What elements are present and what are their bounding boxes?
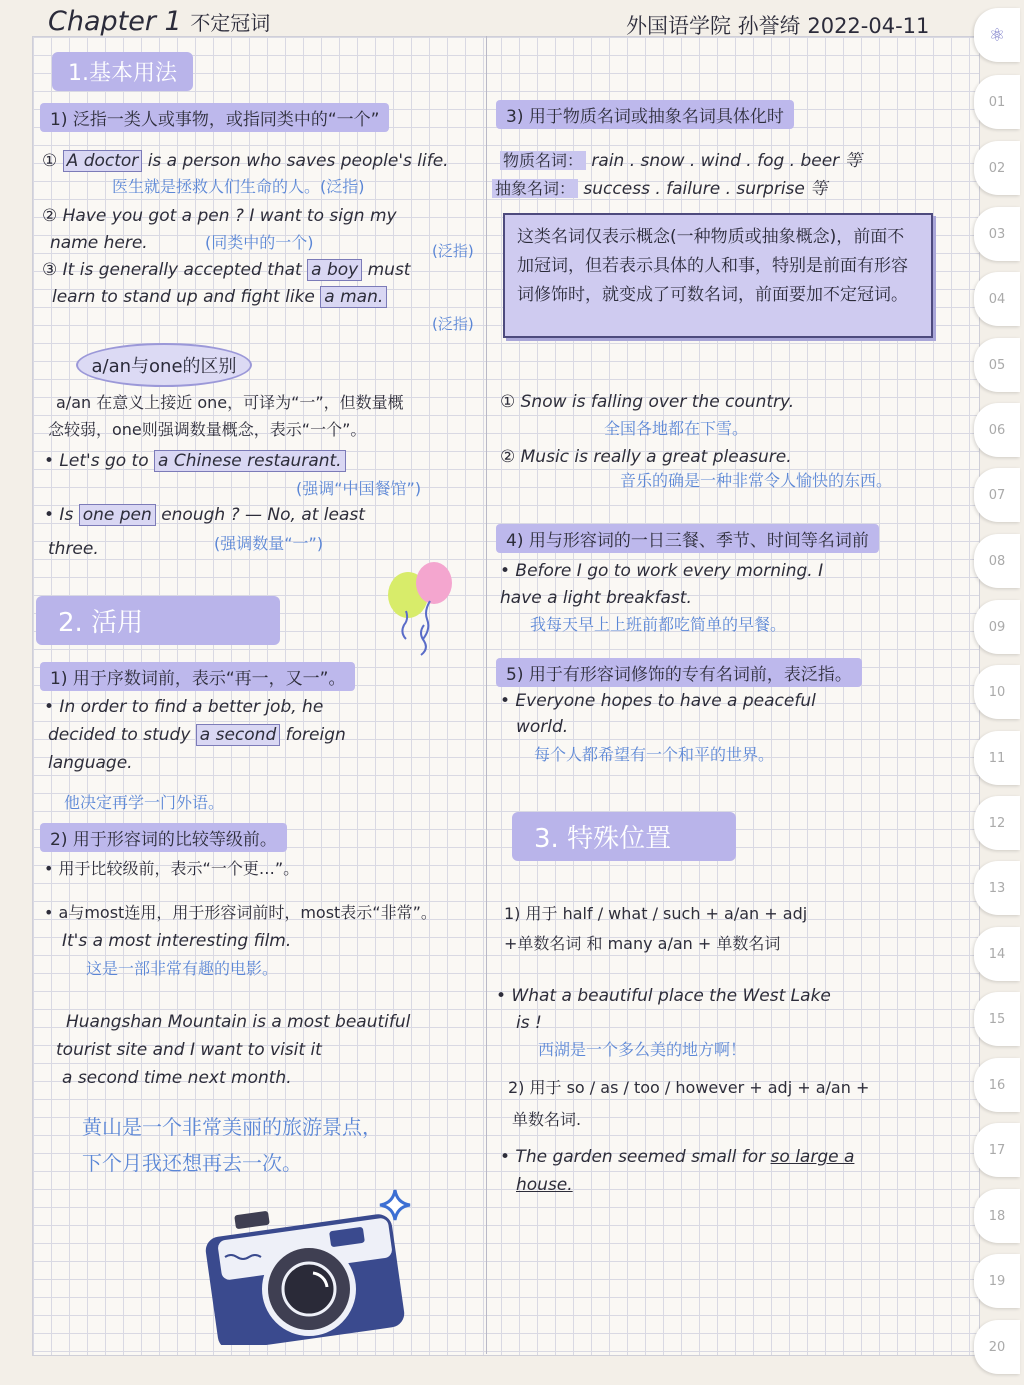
tab-19[interactable]: 19: [974, 1254, 1020, 1308]
bullet-example-2: [44, 504, 365, 526]
atom-icon[interactable]: ⚛: [974, 8, 1020, 62]
right-example-5-translation: 西湖是一个多么美的地方啊！: [538, 1040, 747, 1059]
rule-1-line-2: +单数名词 和 many a/an + 单数名词: [504, 934, 781, 953]
tab-05[interactable]: 05: [974, 338, 1020, 392]
chapter-subtitle: 不定冠词: [190, 11, 271, 35]
concept-note-box: 这类名词仅表示概念(一种物质或抽象概念)，前面不加冠词，但若表示具体的人和事，特别是前面有形容词修饰时，就变成了可数名词，前面要加不定冠词。: [503, 213, 933, 338]
tab-02[interactable]: 02: [974, 141, 1020, 195]
example-text: foreign: [285, 725, 346, 745]
underlined-phrase: so large a: [770, 1147, 855, 1167]
huangshan-line-2: tourist site and I want to visit it: [56, 1040, 322, 1060]
comparison-ellipse: [76, 343, 252, 387]
usage-2-2-example: It's a most interesting film.: [62, 931, 292, 951]
sparkle-icon: [378, 1188, 412, 1222]
right-example-2-translation: 音乐的确是一种非常令人愉快的东西。: [620, 471, 893, 490]
example-text: ③ It is generally accepted that: [42, 260, 302, 280]
tab-07[interactable]: 07: [974, 468, 1020, 522]
example-3-line-2: [52, 286, 387, 308]
example-text: must: [367, 260, 411, 280]
comparison-text-1: a/an 在意义上接近 one，可译为“一”，但数量概: [56, 393, 404, 412]
tab-12[interactable]: 12: [974, 796, 1020, 850]
usage-2-1-example-line-2: [48, 724, 346, 746]
example-text: enough ? — No, at least: [161, 505, 365, 525]
usage-2-2-bullet-1: • 用于比较级前，表示“一个更…”。: [44, 859, 300, 878]
tab-20[interactable]: 20: [974, 1320, 1020, 1374]
right-example-2: ② Music is really a great pleasure.: [500, 447, 792, 467]
tab-14[interactable]: 14: [974, 927, 1020, 981]
usage-4-heading: 4) 用与形容词的一日三餐、季节、时间等名词前: [496, 524, 879, 553]
usage-2-1-translation: 他决定再学一门外语。: [64, 793, 225, 812]
abstract-nouns-row: [492, 178, 827, 200]
example-text: • Is: [44, 505, 74, 525]
huangshan-line-1: Huangshan Mountain is a most beautiful: [66, 1012, 411, 1032]
example-1-translation: 医生就是拯救人们生命的人。(泛指): [112, 177, 365, 196]
author-date: 外国语学院 孙誉绮 2022-04-11: [626, 14, 930, 38]
usage-1-heading: 1) 泛指一类人或事物，或指同类中的“一个”: [40, 103, 389, 132]
right-example-6-line-1: [500, 1146, 854, 1168]
bullet-example-1: [44, 450, 346, 472]
right-example-3-line-1: • Before I go to work every morning. I: [500, 561, 824, 581]
usage-2-1-example-line-3: language.: [48, 753, 133, 773]
balloon-icon: [384, 555, 464, 660]
tab-18[interactable]: 18: [974, 1189, 1020, 1243]
example-2-translation: (同类中的一个): [205, 233, 314, 252]
example-text: decided to study: [48, 725, 191, 745]
rule-2-line-1: 2) 用于 so / as / too / however + adj + a/an +: [508, 1078, 870, 1097]
right-example-5-line-1: • What a beautiful place the West Lake: [496, 986, 831, 1006]
section-3-heading: 3. 特殊位置: [512, 812, 736, 861]
example-text: • Let's go to: [44, 451, 149, 471]
right-example-3-line-2: have a light breakfast.: [500, 588, 692, 608]
tab-06[interactable]: 06: [974, 403, 1020, 457]
material-nouns-examples: rain . snow . wind . fog . beer 等: [591, 151, 862, 171]
tab-01[interactable]: 01: [974, 75, 1020, 129]
rule-2-line-2: 单数名词.: [512, 1110, 582, 1129]
comparison-text-2: 念较弱，one则强调数量概念，表示“一个”。: [48, 420, 367, 439]
abstract-nouns-label: 抽象名词：: [492, 179, 578, 198]
chapter-number: Chapter 1: [48, 6, 182, 37]
right-example-1: ① Snow is falling over the country.: [500, 392, 795, 412]
right-example-6-line-2: house.: [516, 1175, 573, 1195]
tab-03[interactable]: 03: [974, 207, 1020, 261]
tab-09[interactable]: 09: [974, 600, 1020, 654]
bullet-example-2-line-2: three.: [48, 539, 99, 559]
tab-15[interactable]: 15: [974, 992, 1020, 1046]
bullet-example-1-note: (强调“中国餐馆”): [296, 479, 422, 498]
usage-2-1-heading: 1) 用于序数词前，表示“再一，又一”。: [40, 662, 355, 691]
example-2-line-1: ② Have you got a pen ? I want to sign my: [42, 206, 397, 226]
tab-11[interactable]: 11: [974, 731, 1020, 785]
huangshan-translation-2: 下个月我还想再去一次。: [82, 1151, 302, 1175]
example-text: is a person who saves people's life.: [147, 151, 449, 171]
section-1-heading: 1.基本用法: [52, 52, 193, 91]
highlight-phrase: a Chinese restaurant.: [154, 450, 346, 472]
tab-17[interactable]: 17: [974, 1123, 1020, 1177]
section-2-heading: 2. 活用: [36, 596, 280, 645]
usage-3-heading: 3) 用于物质名词或抽象名词具体化时: [496, 100, 794, 129]
right-example-1-translation: 全国各地都在下雪。: [604, 419, 749, 438]
highlight-article: A doctor: [63, 150, 143, 172]
tab-08[interactable]: 08: [974, 534, 1020, 588]
example-3-tag-2: (泛指): [432, 315, 474, 333]
column-divider: [486, 36, 487, 1354]
right-example-4-translation: 每个人都希望有一个和平的世界。: [534, 745, 775, 764]
highlight-article: a man.: [320, 286, 387, 308]
example-number: ①: [42, 151, 58, 171]
notebook-tabs: [974, 0, 1024, 1385]
highlight-phrase: a second: [196, 724, 280, 746]
example-3-tag-1: (泛指): [432, 242, 474, 260]
material-nouns-row: [500, 150, 862, 172]
example-1: [42, 150, 449, 172]
rule-1-line-1: 1) 用于 half / what / such + a/an + adj: [504, 904, 808, 923]
chapter-title: [48, 6, 270, 37]
bullet-example-2-note: (强调数量“一”): [214, 534, 324, 553]
usage-2-1-example-line-1: • In order to find a better job, he: [44, 697, 324, 717]
comparison-label: a/an与one的区别: [91, 356, 237, 377]
example-text: learn to stand up and fight like: [52, 287, 315, 307]
abstract-nouns-examples: success . failure . surprise 等: [583, 179, 828, 199]
tab-04[interactable]: 04: [974, 272, 1020, 326]
example-text: • The garden seemed small for: [500, 1147, 766, 1167]
tab-13[interactable]: 13: [974, 861, 1020, 915]
usage-2-2-heading: 2) 用于形容词的比较等级前。: [40, 823, 287, 852]
example-3-line-1: [42, 259, 410, 281]
usage-5-heading: 5) 用于有形容词修饰的专有名词前，表泛指。: [496, 658, 862, 687]
material-nouns-label: 物质名词：: [500, 151, 586, 170]
right-example-4-line-1: • Everyone hopes to have a peaceful: [500, 691, 816, 711]
right-example-4-line-2: world.: [516, 717, 569, 737]
tab-10[interactable]: 10: [974, 665, 1020, 719]
usage-2-2-translation: 这是一部非常有趣的电影。: [86, 959, 279, 978]
usage-2-2-bullet-2: • a与most连用，用于形容词前时，most表示“非常”。: [44, 903, 437, 922]
highlight-article: a boy: [307, 259, 362, 281]
right-example-3-translation: 我每天早上上班前都吃简单的早餐。: [530, 615, 787, 634]
right-example-5-line-2: is !: [516, 1013, 542, 1033]
huangshan-line-3: a second time next month.: [62, 1068, 292, 1088]
highlight-phrase: one pen: [79, 504, 156, 526]
tab-16[interactable]: 16: [974, 1058, 1020, 1112]
huangshan-translation-1: 黄山是一个非常美丽的旅游景点，: [82, 1115, 382, 1139]
example-2-line-2: name here.: [50, 233, 148, 253]
